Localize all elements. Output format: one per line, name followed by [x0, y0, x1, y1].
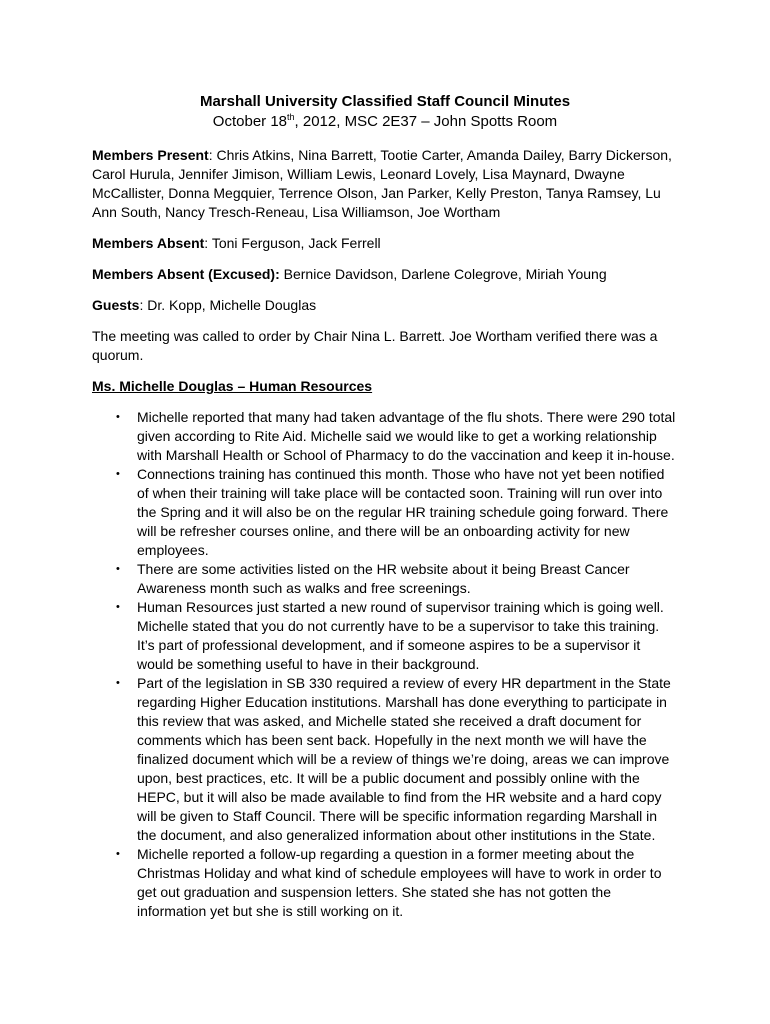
members-excused-label: Members Absent (Excused): [92, 266, 280, 282]
list-item [92, 674, 678, 845]
guests-list: : Dr. Kopp, Michelle Douglas [139, 297, 317, 313]
members-absent [92, 234, 678, 253]
bullet-icon: • [116, 468, 120, 480]
list-item-text: Michelle reported that many had taken advantage of the flu shots. There were 290 total given according to Rite Aid. Michelle said we would like to get a working relationship with Marshall Health or School of Pharmacy to do the vaccination and keep it in-house. [137, 409, 676, 463]
document-title: Marshall University Classified Staff Council Minutes [199, 93, 571, 110]
list-item-text: There are some activities listed on the HR website about it being Breast Cancer Awareness month such as walks and free screenings. [137, 561, 630, 596]
list-item-text: Connections training has continued this month. Those who have not yet been notified of when their training will take place will be contacted soon. Training will run over into the Spring and it will also be on the regular HR training schedule going forward. There will be refresher courses online, and there will be an onboarding activity for new employees. [137, 466, 669, 558]
date-ordinal-suffix: th [287, 112, 295, 122]
list-item-text: Part of the legislation in SB 330 required a review of every HR department in the State regarding Higher Education institutions. Marshall has done everything to participate in this review that was asked, and Michelle stated she received a draft document for comments which has been sent back. Hopefully in the next month we will have the finalized document which will be a review of things we’re doing, areas we can improve upon, best practices, etc. It will be a public document and possibly online with the HEPC, but it will also be made available to find from the HR website and a hard copy will be given to Staff Council. There will be specific information regarding Marshall in the document, and also generalized information about other institutions in the State. [137, 675, 671, 843]
bullet-icon: • [116, 848, 120, 860]
list-item [92, 845, 678, 921]
bullet-icon: • [116, 563, 120, 575]
members-excused-list: Bernice Davidson, Darlene Colegrove, Miriah Young [279, 266, 607, 282]
meeting-location: , 2012, MSC 2E37 – John Spotts Room [294, 113, 558, 130]
bullet-icon: • [116, 601, 120, 613]
members-present [92, 146, 678, 222]
members-absent-excused [92, 265, 678, 284]
bullet-icon: • [116, 411, 120, 423]
call-to-order: The meeting was called to order by Chair Nina L. Barrett. Joe Wortham verified there was a quorum. [92, 328, 658, 363]
guests-label: Guests [92, 297, 140, 313]
list-item [92, 598, 678, 674]
list-item [92, 560, 678, 598]
list-item-text: Human Resources just started a new round of supervisor training which is going well. Michelle stated that you do not currently have to be a supervisor to take this training. It’s part of professional development, and if someone aspires to be a supervisor it would be something useful to have in their background. [137, 599, 664, 672]
list-item [92, 465, 678, 560]
hr-report-list [92, 408, 678, 921]
meeting-date-location [92, 112, 678, 132]
members-present-label: Members Present [92, 147, 209, 163]
guests [92, 296, 678, 315]
members-present-list: : Chris Atkins, Nina Barrett, Tootie Carter, Amanda Dailey, Barry Dickerson, Carol Hurula, Jennifer Jimison, William Lewis, Leonard Lovely, Lisa Maynard, Dwayne McCallister, Donna Megquier, Terrence Olson, Jan Parker, Kelly Preston, Tanya Ramsey, Lu Ann South, Nancy Tresch-Reneau, Lisa Williamson, Joe Wortham [92, 147, 672, 220]
list-item-text: Michelle reported a follow-up regarding a question in a former meeting about the Christmas Holiday and what kind of schedule employees will have to work in order to get out graduation and suspension letters. She stated she has not gotten the information yet but she is still working on it. [137, 846, 662, 919]
members-absent-label: Members Absent [92, 235, 205, 251]
meeting-date: October 18 [212, 113, 288, 130]
bullet-icon: • [116, 677, 120, 689]
members-absent-list: : Toni Ferguson, Jack Ferrell [204, 235, 381, 251]
list-item [92, 408, 678, 465]
section-heading: Ms. Michelle Douglas – Human Resources [92, 378, 373, 394]
